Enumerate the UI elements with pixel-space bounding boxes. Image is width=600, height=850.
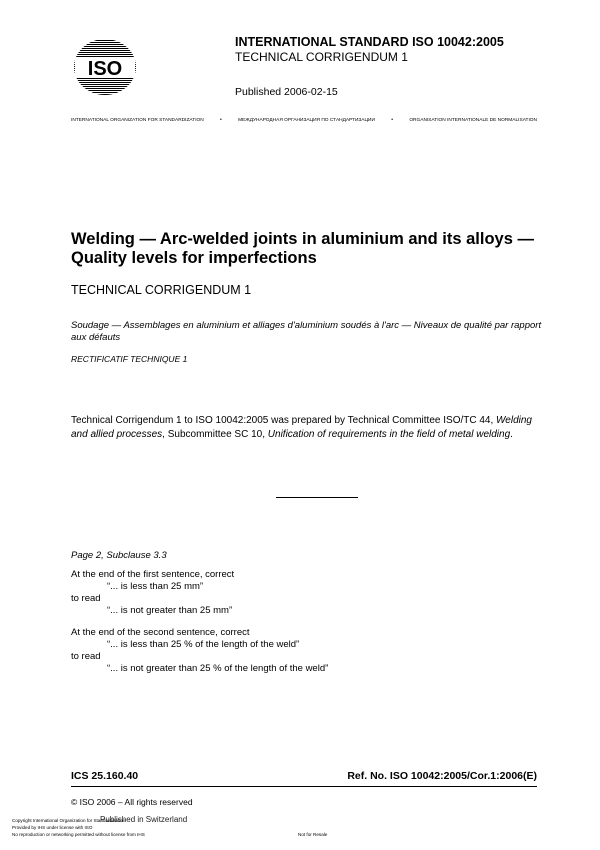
iso-logo-text: ISO bbox=[87, 58, 123, 80]
reference-number: Ref. No. ISO 10042:2005/Cor.1:2006(E) bbox=[347, 770, 537, 782]
published-in: Published in Switzerland bbox=[100, 815, 188, 824]
ihs-license-line: Provided by IHS under license with ISO bbox=[12, 825, 93, 830]
ics-code: ICS 25.160.40 bbox=[71, 770, 139, 782]
org-separator: • bbox=[220, 117, 222, 123]
standard-title: INTERNATIONAL STANDARD ISO 10042:2005 bbox=[235, 35, 504, 49]
to-read-label: to read bbox=[71, 651, 101, 662]
second-correction-old: “... is less than 25 % of the length of the weld” bbox=[107, 639, 300, 650]
standard-subtitle: TECHNICAL CORRIGENDUM 1 bbox=[235, 50, 408, 64]
ihs-copyright-line: Copyright International Organization for Standardization bbox=[12, 818, 126, 823]
organization-line bbox=[71, 117, 537, 123]
published-date: Published 2006-02-15 bbox=[235, 86, 338, 98]
first-correction-new: “... is not greater than 25 mm” bbox=[107, 605, 233, 616]
clause-reference: Page 2, Subclause 3.3 bbox=[71, 550, 167, 561]
ihs-reproduction-line: No reproduction or networking permitted without license from IHS bbox=[12, 832, 145, 837]
first-correction-intro: At the end of the first sentence, correct bbox=[71, 569, 235, 580]
title-line-1: Welding — Arc-welded joints in aluminium and its alloys — bbox=[71, 230, 534, 248]
second-correction-intro: At the end of the second sentence, correct bbox=[71, 627, 250, 638]
committee-name: Welding and allied processes bbox=[71, 415, 532, 440]
prep-text: . bbox=[510, 428, 513, 440]
preparation-paragraph bbox=[71, 414, 541, 441]
french-title: Soudage — Assemblages en aluminium et alliages d'aluminium soudés à l'arc — Niveaux de qualité par rapport aux défauts bbox=[71, 320, 542, 343]
document-title bbox=[71, 230, 551, 268]
iso-logo bbox=[73, 38, 137, 96]
org-name-ru: МЕЖДУНАРОДНАЯ ОРГАНИЗАЦИЯ ПО СТАНДАРТИЗАЦИИ bbox=[238, 117, 375, 123]
subcommittee-name: Unification of requirements in the field of metal welding bbox=[267, 428, 511, 440]
french-rectificatif: RECTIFICATIF TECHNIQUE 1 bbox=[71, 354, 188, 364]
copyright-notice: © ISO 2006 – All rights reserved bbox=[71, 797, 193, 807]
second-correction-new: “... is not greater than 25 % of the length of the weld” bbox=[107, 663, 329, 674]
org-name-fr: ORGANISATION INTERNATIONALE DE NORMALISATION bbox=[409, 117, 537, 123]
not-for-resale: Not for Resale bbox=[298, 832, 328, 837]
first-correction-old: “... is less than 25 mm” bbox=[107, 581, 204, 592]
title-line-2: Quality levels for imperfections bbox=[71, 249, 317, 267]
corrigendum-heading: TECHNICAL CORRIGENDUM 1 bbox=[71, 283, 252, 297]
section-divider bbox=[276, 497, 358, 498]
prep-text: Technical Corrigendum 1 to ISO 10042:2005 was prepared by Technical Committee ISO/TC 44, bbox=[71, 415, 497, 426]
org-separator: • bbox=[391, 117, 394, 123]
org-name-en: INTERNATIONAL ORGANIZATION FOR STANDARDIZATION bbox=[71, 117, 204, 123]
prep-text: , Subcommittee SC 10, bbox=[162, 428, 268, 440]
to-read-label: to read bbox=[71, 593, 101, 604]
footer-rule bbox=[71, 786, 537, 787]
